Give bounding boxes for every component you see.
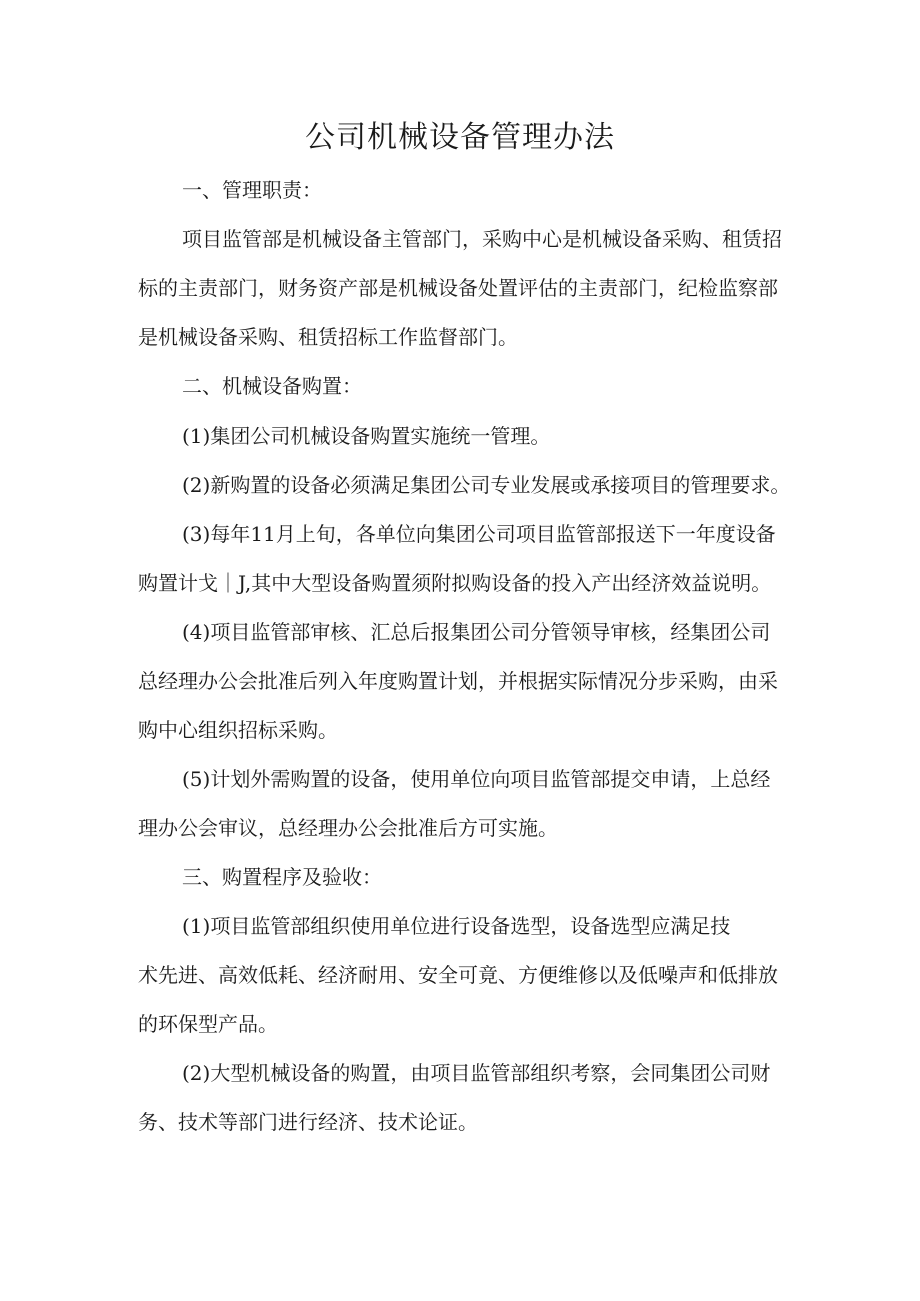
paragraph-line: (5)计划外需购置的设备，使用单位向项目监管部提交申请，上总经 [182,767,771,791]
paragraph-line: 的环保型产品。 [138,1012,278,1036]
paragraph-line: 购置计戈｜J,其中大型设备购置须附拟购设备的投入产出经济效益说明。 [138,571,772,595]
paragraph-line: 术先进、高效低耗、经济耐用、安全可竟、方便维修以及低噪声和低排放 [138,963,778,987]
paragraph-line: 是机械设备采购、租赁招标工作监督部门。 [138,325,518,349]
paragraph-line: 项目监管部是机械设备主管部门，采购中心是机械设备采购、租赁招 [182,227,782,251]
paragraph-line: 务、技术等部门进行经济、技术论证。 [138,1110,478,1134]
paragraph-line: (4)项目监管部审核、汇总后报集团公司分管领导审核，经集团公司 [182,620,771,644]
document-title: 公司机械设备管理办法 [305,120,615,155]
paragraph-line: (2)大型机械设备的购置，由项目监管部组织考察，会同集团公司财 [182,1061,771,1085]
paragraph-line: (3)每年11月上旬，各单位向集团公司项目监管部报送下一年度设备 [182,522,776,546]
paragraph-line: 标的主责部门，财务资产部是机械设备处置评估的主责部门，纪检监察部 [138,276,778,300]
section-heading-responsibilities: 一、管理职责： [182,178,322,202]
paragraph-line: 总经理办公会批准后列入年度购置计划，并根据实际情况分步采购，由采 [138,669,778,693]
paragraph-line: (1)项目监管部组织使用单位进行设备选型，设备选型应满足技 [182,914,731,938]
section-heading-procedure: 三、购置程序及验收： [182,865,382,889]
paragraph-line: 购中心组织招标采购。 [138,718,338,742]
paragraph-line: (1)集团公司机械设备购置实施统一管理。 [182,424,551,448]
section-heading-purchase: 二、机械设备购置： [182,374,362,398]
paragraph-line: (2)新购置的设备必须满足集团公司专业发展或承接项目的管理要求。 [182,473,791,497]
paragraph-line: 理办公会审议，总经理办公会批准后方可实施。 [138,816,558,840]
